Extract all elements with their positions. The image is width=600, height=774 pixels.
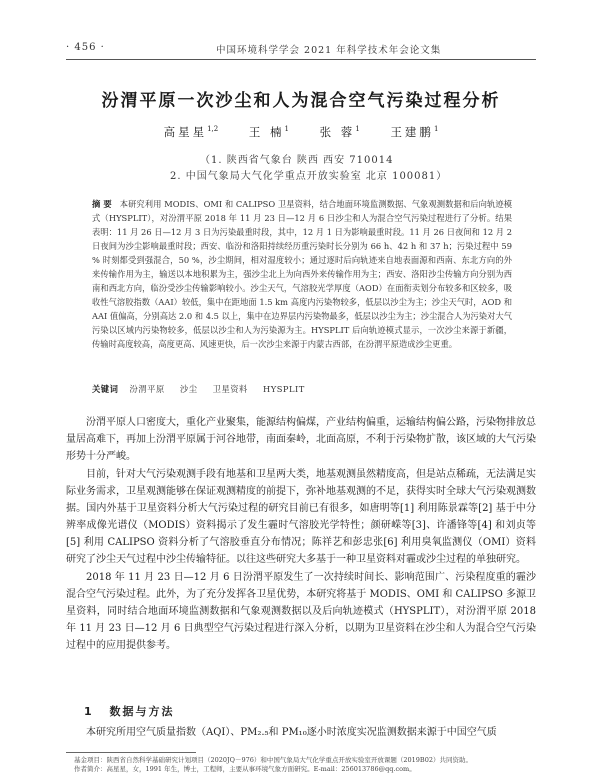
body-paragraph: 2018 年 11 月 23 日—12 月 6 日汾渭平原发生了一次持续时间长、影响范围广、污染程度重的霾沙混合空气污染过程。此外，为了充分发挥各卫星优势，本研究将基于 MODIS、OMI 和 CALIPSO 多源卫星资料，同时结合地面环境监测数据和气象观测数据以及后向轨迹模式（HYSPLIT），对汾渭平原 2018 年 11 月 23 日—12 月 6 日典型空气污染过程进行深入分析，以期为卫星资料在沙尘和人为混合空气污染过程中的应用提供参考。 [66,572,536,651]
author: 张 蓉$^1$ [319,125,360,139]
abstract-label: 摘 要 [92,199,112,209]
footnote-rule [66,752,196,753]
keyword: HYSPLIT [262,384,305,394]
footnotes [74,756,536,774]
section-heading [84,703,175,719]
author: 王 楠$^1$ [248,125,289,139]
keyword: 汾渭平原 [129,384,165,394]
proceedings-title: 中国环境科学学会 2021 年科学技术年会论文集 [216,45,442,56]
running-header [66,40,536,58]
section-title: 数据与方法 [109,705,175,718]
body-paragraph: 目前，针对大气污染观测手段有地基和卫星两大类，地基观测虽然精度高，但是站点稀疏，无法满足实际业务需求，卫星观测能够在保证观测精度的前提下，弥补地基观测的不足，获得实时全球大气污染观测数据。国内外基于卫星资料分析大气污染过程的研究目前已有很多，如唐明等[1] 利用陈景霖等[2] 基于中分辨率成像光谱仪（MODIS）资料揭示了发生霾时气溶胶光学特性；颜研嵘等[3]、许潘锋等[4] 和刘贞等[5] 利用 CALIPSO 资料分析了气溶胶垂直分布情况；陈祥艺和彭忠张[6] 利用臭氧监测仪（OMI）资料研究了沙尘天气过程中沙尘传输特征。以往这些研究大多基于一种卫星资料对霾或沙尘过程的单独研究。 [66,469,536,565]
footnote-author-bio: 作者简介：高星星，女，1991 年生，博士，工程师，主要从事环境气象方面研究。E-mail：256013786@qq.com。 [74,765,416,773]
keyword: 卫星资料 [212,384,248,394]
author-list [66,124,536,140]
affiliation: 2. 中国气象局大气化学重点开放实验室 北京 100081） [170,171,448,182]
affiliation: （1. 陕西省气象台 陕西 西安 710014 [200,155,394,166]
section-number: 1 [84,705,94,718]
keyword: 沙尘 [179,384,198,394]
author: 王建鹏$^1$ [390,125,439,139]
body-paragraph: 汾渭平原人口密度大，重化产业聚集，能源结构偏煤，产业结构偏重，运输结构偏公路，污染物排放总量居高难下，再加上汾渭平原属于河谷地带，南面秦岭，北面高原，不利于污染物扩散，该区域的大气污染形势十分严峻。 [66,417,536,462]
body-text [66,414,536,655]
keywords [92,383,512,395]
abstract [92,197,512,351]
author: 高星星$^{1,2}$ [163,125,219,139]
page-number: · 456 · [66,42,105,53]
abstract-text: 本研究利用 MODIS、OMI 和 CALIPSO 卫星资料，结合地面环境监测数据、气象观测数据和后向轨迹模式（HYSPLIT），对汾渭平原 2018 年 11 月 23 日—12 月 6 日沙尘和人为混合空气污染过程进行了分析。结果表明：11 月 26 日—12 月 3 日为污染最重时段，其中，12 月 1 日为影响最重时段。11 月 26 日夜间和 12 月 2 日夜间为沙尘影响最重时段；西安、临汾和洛阳持续经历重污染时长分别为 66 h、42 h 和 37 h；污染过程中 59 % 时刻都受到强混合，50 %，沙尘期间，相对湿度较小；通过逐时后向轨迹来自地表面源和西南、东北方向的外来传输作用为主，输送以本地积累为主，强沙尘北上为向西外来传输作用为主；西安、洛阳沙尘传输方向分别为西南和西北方向，临汾受沙尘传输影响较小。沙尘天气，气溶胶光学厚度（AOD）在面衔卖划分布较多和区较多，吸收性气溶胶指数（AAI）较低，集中在距地面 1.5 km 高度内污染物较多，低层以沙尘为主；沙尘天气时，AOD 和 AAI 值偏高，分别高达 2.0 和 4.5 以上，集中在边界层内污染物最多，低层以沙尘为主；沙尘混合人为污染对大气污染以区域内污染物较多，低层以沙尘和人为污染源为主。HYSPLIT 后向轨迹模式显示，一次沙尘来源于新疆，传输时高度较高，高度更高、风速更快，后一次沙尘来源于内蒙古西部，在汾渭平原造成沙尘更重。 [92,199,513,349]
paper-title: 汾渭平原一次沙尘和人为混合空气污染过程分析 [101,91,501,111]
keywords-label: 关键词 [92,384,119,394]
header-rule [66,59,536,60]
footnote-funding: 基金项目：陕西省自然科学基础研究计划项目（2020JQ－976）和中国气象局大气化学重点开放实验室开放课题（2019B02）共同资助。 [74,756,472,764]
section-first-line: 本研究所用空气质量指数（AQI）、PM₂.₅和 PM₁₀逐小时浓度实况监测数据来源于中国空气质 [86,727,497,738]
